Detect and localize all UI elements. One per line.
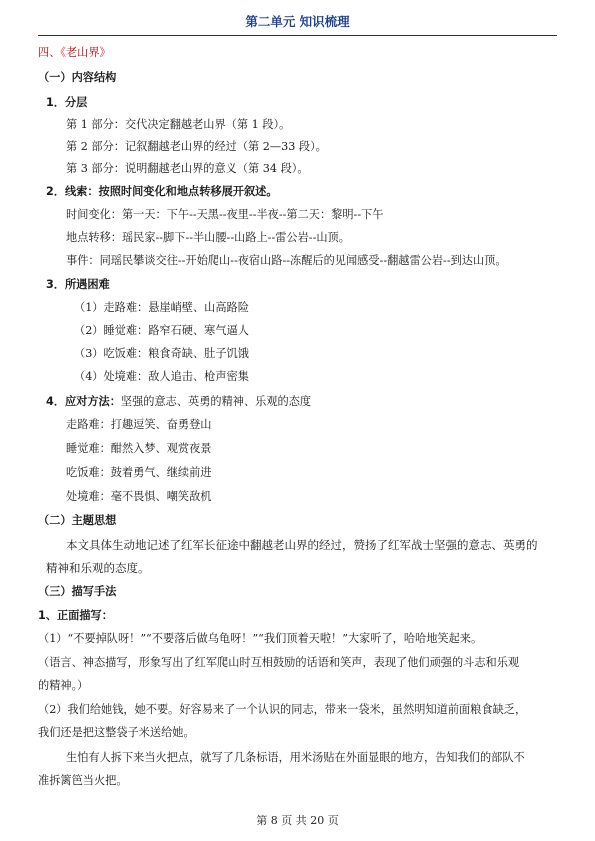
clue-line bbox=[46, 185, 278, 199]
writing-line: 生怕有人拆下来当火把点，就写了几条标语，用米汤贴在外面显眼的地方，告知我们的部队不 bbox=[66, 751, 525, 764]
division-item: 第 2 部分：记叙翻越老山界的经过（第 2—33 段）。 bbox=[66, 140, 327, 153]
page-header-title: 第二单元 知识梳理 bbox=[245, 14, 350, 29]
theme-line: 本文具体生动地记述了红军长征途中翻越老山界的经过，赞扬了红军战士坚强的意志、英勇的 bbox=[66, 538, 538, 552]
method-item: 吃饭难：鼓着勇气、继续前进 bbox=[66, 466, 212, 479]
writing-line: 我们还是把这整袋子米送给她。 bbox=[38, 726, 195, 739]
method-item: 走路难：打趣逗笑、奋勇登山 bbox=[66, 418, 212, 431]
writing-line: （2）我们给她钱，她不要。好容易来了一个认识的同志，带来一袋米，虽然明知道前面粮食缺乏， bbox=[38, 703, 527, 716]
difficulty-item: （4）处境难：敌人追击、枪声密集 bbox=[74, 370, 249, 383]
methods-text: 坚强的意志、英勇的精神、乐观的态度 bbox=[120, 395, 312, 408]
writing-heading: （三）描写手法 bbox=[38, 585, 117, 598]
clue-label: 2．线索： bbox=[46, 185, 99, 198]
method-item: 处境难：毫不畏惧、嘲笑敌机 bbox=[66, 490, 212, 503]
difficulty-item: （3）吃饭难：粮食奇缺、肚子饥饿 bbox=[74, 347, 249, 360]
division-label: 1．分层 bbox=[46, 96, 88, 109]
division-item: 第 1 部分：交代决定翻越老山界（第 1 段）。 bbox=[66, 118, 291, 131]
writing-sub-label: 1、正面描写： bbox=[38, 609, 113, 622]
methods-label: 4．应对方法： bbox=[46, 395, 121, 408]
writing-line: （1）“不要掉队呀！”“不要落后做乌龟呀！”“我们顶着天啦！”大家听了，哈哈地笑起来。 bbox=[38, 632, 483, 645]
difficulty-item: （1）走路难：悬崖峭壁、山高路险 bbox=[74, 301, 249, 314]
difficulty-item: （2）睡觉难：路窄石硬、寒气逼人 bbox=[74, 324, 249, 337]
theme-line: 精神和乐观的态度。 bbox=[46, 561, 150, 575]
writing-line: 准拆篱笆当火把。 bbox=[38, 774, 128, 787]
clue-item: 事件：同瑶民攀谈交往--开始爬山--夜宿山路--冻醒后的见闻感受--翻越雷公岩--到达山顶。 bbox=[66, 254, 507, 267]
division-item: 第 3 部分：说明翻越老山界的意义（第 34 段）。 bbox=[66, 162, 309, 175]
structure-heading: （一）内容结构 bbox=[38, 71, 117, 84]
header-divider bbox=[38, 35, 557, 36]
theme-heading: （二）主题思想 bbox=[38, 514, 117, 527]
clue-item: 时间变化：第一天：下午--天黑--夜里--半夜--第二天：黎明--下午 bbox=[66, 208, 384, 221]
difficulties-label: 3．所遇困难 bbox=[46, 278, 110, 291]
method-item: 睡觉难：酣然入梦、观赏夜景 bbox=[66, 442, 212, 455]
methods-line bbox=[46, 395, 311, 409]
writing-line: （语言、神态描写，形象写出了红军爬山时互相鼓励的话语和笑声，表现了他们顽强的斗志和乐观 bbox=[38, 656, 520, 669]
clue-item: 地点转移：瑶民家--脚下--半山腰--山路上--雷公岩--山顶。 bbox=[66, 231, 350, 244]
section-title: 四、《老山界》 bbox=[38, 46, 111, 59]
clue-text: 按照时间变化和地点转移展开叙述。 bbox=[98, 185, 278, 198]
writing-line: 的精神。） bbox=[38, 679, 89, 692]
page-footer: 第 8 页 共 20 页 bbox=[256, 814, 339, 827]
